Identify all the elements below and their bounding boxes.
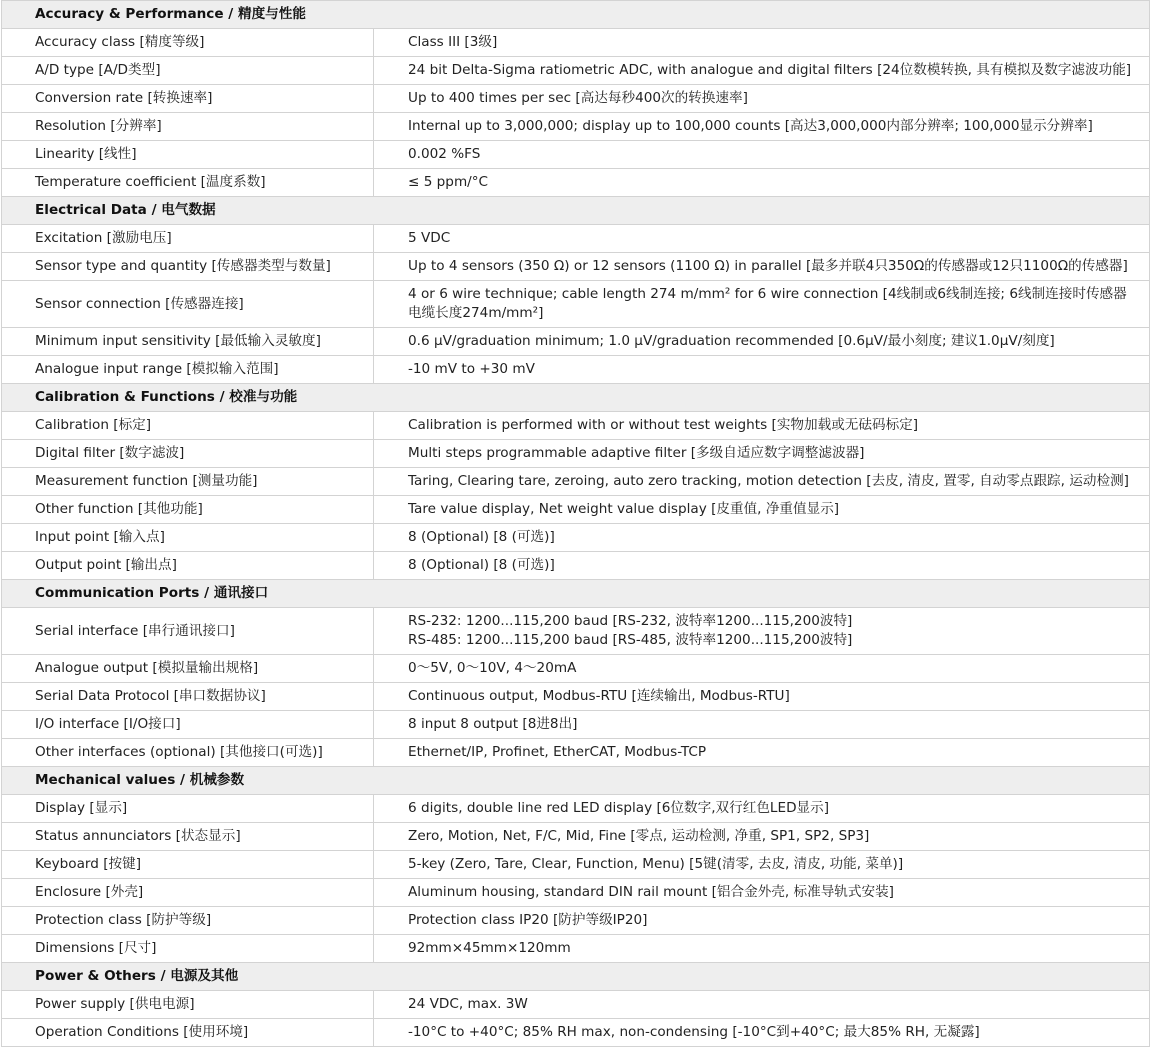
- spec-row: [2, 328, 1150, 356]
- section-header-row: [2, 384, 1150, 412]
- section-header-row: [2, 767, 1150, 795]
- spec-row: [2, 823, 1150, 851]
- spec-value: Taring, Clearing tare, zeroing, auto zero tracking, motion detection [去皮, 清皮, 置零, 自动零点跟踪, 运动检测]: [374, 468, 1150, 496]
- spec-label: Excitation [激励电压]: [2, 225, 374, 253]
- spec-value: 5 VDC: [374, 225, 1150, 253]
- spec-row: [2, 683, 1150, 711]
- spec-value: -10 mV to +30 mV: [374, 356, 1150, 384]
- spec-row: [2, 851, 1150, 879]
- spec-value-line: RS-232: 1200...115,200 baud [RS-232, 波特率1200...115,200波特]: [408, 613, 853, 629]
- section-title: Accuracy & Performance / 精度与性能: [2, 1, 1150, 29]
- spec-value: 0.6 µV/graduation minimum; 1.0 µV/graduation recommended [0.6µV/最小刻度; 建议1.0µV/刻度]: [374, 328, 1150, 356]
- spec-row: [2, 141, 1150, 169]
- spec-label: Display [显示]: [2, 795, 374, 823]
- spec-label: Sensor connection [传感器连接]: [2, 281, 374, 328]
- spec-value: 24 bit Delta-Sigma ratiometric ADC, with analogue and digital filters [24位数模转换, 具有模拟及数字滤波功能]: [374, 57, 1150, 85]
- spec-label: Resolution [分辨率]: [2, 113, 374, 141]
- spec-table: [1, 0, 1150, 1047]
- spec-row: [2, 225, 1150, 253]
- spec-label: Dimensions [尺寸]: [2, 935, 374, 963]
- spec-value-line: RS-485: 1200...115,200 baud [RS-485, 波特率1200...115,200波特]: [408, 632, 853, 648]
- spec-label: Digital filter [数字滤波]: [2, 440, 374, 468]
- section-title: Communication Ports / 通讯接口: [2, 580, 1150, 608]
- spec-value: Class III [3级]: [374, 29, 1150, 57]
- section-title: Power & Others / 电源及其他: [2, 963, 1150, 991]
- spec-value: [374, 608, 1150, 655]
- section-header-row: [2, 197, 1150, 225]
- section-title: Electrical Data / 电气数据: [2, 197, 1150, 225]
- spec-row: [2, 440, 1150, 468]
- spec-value: 6 digits, double line red LED display [6位数字,双行红色LED显示]: [374, 795, 1150, 823]
- spec-label: Accuracy class [精度等级]: [2, 29, 374, 57]
- spec-value: Zero, Motion, Net, F/C, Mid, Fine [零点, 运动检测, 净重, SP1, SP2, SP3]: [374, 823, 1150, 851]
- spec-label: Measurement function [测量功能]: [2, 468, 374, 496]
- spec-value: 8 (Optional) [8 (可选)]: [374, 524, 1150, 552]
- spec-value: ≤ 5 ppm/°C: [374, 169, 1150, 197]
- spec-label: I/O interface [I/O接口]: [2, 711, 374, 739]
- spec-row: [2, 655, 1150, 683]
- spec-value: 0～5V, 0～10V, 4～20mA: [374, 655, 1150, 683]
- spec-label: Power supply [供电电源]: [2, 991, 374, 1019]
- spec-value: Ethernet/IP, Profinet, EtherCAT, Modbus-TCP: [374, 739, 1150, 767]
- spec-row: [2, 795, 1150, 823]
- spec-value: 8 input 8 output [8进8出]: [374, 711, 1150, 739]
- section-header-row: [2, 1, 1150, 29]
- spec-value: 5-key (Zero, Tare, Clear, Function, Menu) [5键(清零, 去皮, 清皮, 功能, 菜单)]: [374, 851, 1150, 879]
- spec-value: 8 (Optional) [8 (可选)]: [374, 552, 1150, 580]
- spec-label: Analogue output [模拟量输出规格]: [2, 655, 374, 683]
- spec-table-body: [2, 1, 1150, 1047]
- section-title: Mechanical values / 机械参数: [2, 767, 1150, 795]
- spec-row: [2, 711, 1150, 739]
- spec-row: [2, 169, 1150, 197]
- spec-label: Enclosure [外壳]: [2, 879, 374, 907]
- spec-label: Temperature coefficient [温度系数]: [2, 169, 374, 197]
- spec-row: [2, 356, 1150, 384]
- spec-label: Status annunciators [状态显示]: [2, 823, 374, 851]
- spec-row: [2, 879, 1150, 907]
- spec-row: [2, 907, 1150, 935]
- spec-value: 0.002 %FS: [374, 141, 1150, 169]
- spec-label: Analogue input range [模拟输入范围]: [2, 356, 374, 384]
- spec-label: Conversion rate [转换速率]: [2, 85, 374, 113]
- spec-label: Other interfaces (optional) [其他接口(可选)]: [2, 739, 374, 767]
- spec-label: Other function [其他功能]: [2, 496, 374, 524]
- spec-label: Input point [输入点]: [2, 524, 374, 552]
- spec-value: Up to 4 sensors (350 Ω) or 12 sensors (1100 Ω) in parallel [最多并联4只350Ω的传感器或12只1100Ω的传感器]: [374, 253, 1150, 281]
- spec-row: [2, 253, 1150, 281]
- spec-value: 4 or 6 wire technique; cable length 274 m/mm² for 6 wire connection [4线制或6线制连接; 6线制连接时传感器电缆长度274m/mm²]: [374, 281, 1150, 328]
- spec-value: Tare value display, Net weight value display [皮重值, 净重值显示]: [374, 496, 1150, 524]
- spec-label: Protection class [防护等级]: [2, 907, 374, 935]
- spec-row: [2, 739, 1150, 767]
- spec-value: Up to 400 times per sec [高达每秒400次的转换速率]: [374, 85, 1150, 113]
- section-header-row: [2, 963, 1150, 991]
- spec-label: Serial Data Protocol [串口数据协议]: [2, 683, 374, 711]
- spec-row: [2, 552, 1150, 580]
- spec-label: Minimum input sensitivity [最低输入灵敏度]: [2, 328, 374, 356]
- spec-row: [2, 524, 1150, 552]
- spec-label: A/D type [A/D类型]: [2, 57, 374, 85]
- spec-row: [2, 281, 1150, 328]
- spec-value: Continuous output, Modbus-RTU [连续输出, Modbus-RTU]: [374, 683, 1150, 711]
- spec-label: Calibration [标定]: [2, 412, 374, 440]
- spec-label: Output point [输出点]: [2, 552, 374, 580]
- spec-value: -10°C to +40°C; 85% RH max, non-condensing [-10°C到+40°C; 最大85% RH, 无凝露]: [374, 1019, 1150, 1047]
- spec-value: Protection class IP20 [防护等级IP20]: [374, 907, 1150, 935]
- spec-label: Linearity [线性]: [2, 141, 374, 169]
- spec-value: Multi steps programmable adaptive filter [多级自适应数字调整滤波器]: [374, 440, 1150, 468]
- spec-row: [2, 57, 1150, 85]
- spec-label: Sensor type and quantity [传感器类型与数量]: [2, 253, 374, 281]
- spec-row: [2, 85, 1150, 113]
- spec-row: [2, 991, 1150, 1019]
- section-header-row: [2, 580, 1150, 608]
- spec-value: Calibration is performed with or without test weights [实物加载或无砝码标定]: [374, 412, 1150, 440]
- spec-value: 92mm×45mm×120mm: [374, 935, 1150, 963]
- spec-label: Operation Conditions [使用环境]: [2, 1019, 374, 1047]
- spec-row: [2, 935, 1150, 963]
- spec-row: [2, 496, 1150, 524]
- spec-row: [2, 113, 1150, 141]
- spec-label: Serial interface [串行通讯接口]: [2, 608, 374, 655]
- spec-row: [2, 1019, 1150, 1047]
- spec-row: [2, 412, 1150, 440]
- spec-value: Aluminum housing, standard DIN rail mount [铝合金外壳, 标准导轨式安装]: [374, 879, 1150, 907]
- spec-row: [2, 608, 1150, 655]
- spec-value: 24 VDC, max. 3W: [374, 991, 1150, 1019]
- spec-row: [2, 468, 1150, 496]
- spec-row: [2, 29, 1150, 57]
- section-title: Calibration & Functions / 校准与功能: [2, 384, 1150, 412]
- spec-value: Internal up to 3,000,000; display up to 100,000 counts [高达3,000,000内部分辨率; 100,000显示分辨率]: [374, 113, 1150, 141]
- spec-label: Keyboard [按键]: [2, 851, 374, 879]
